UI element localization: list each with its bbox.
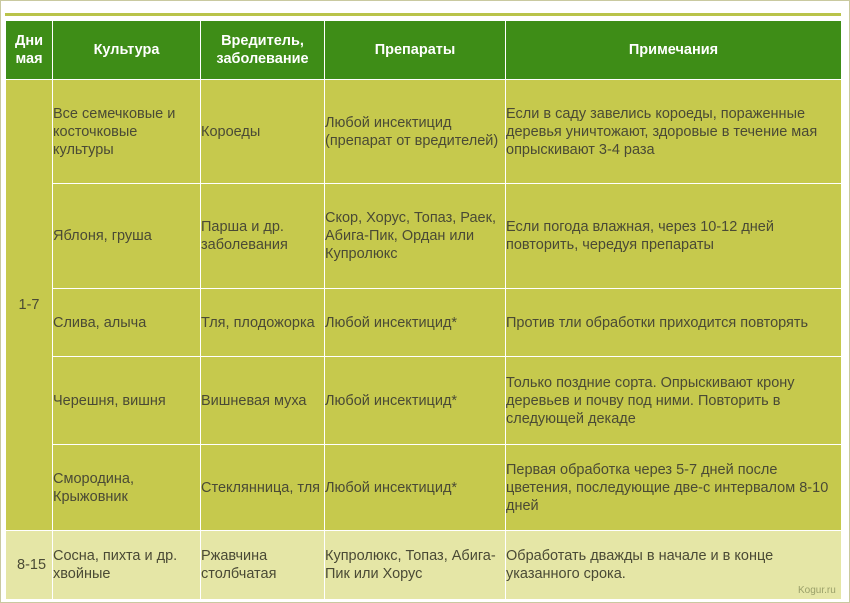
days-cell: 1-7: [6, 80, 53, 531]
culture-cell: Яблоня, груша: [53, 184, 201, 289]
header-pest: Вредитель, заболевание: [201, 21, 325, 80]
culture-cell: Черешня, вишня: [53, 357, 201, 445]
table-row: [6, 80, 842, 184]
header-row: [6, 21, 842, 80]
culture-cell: Слива, алыча: [53, 289, 201, 357]
table-row: [6, 531, 842, 600]
header-culture: Культура: [53, 21, 201, 80]
drugs-cell: Скор, Хорус, Топаз, Раек, Абига-Пик, Ордан или Купролюкс: [325, 184, 506, 289]
top-divider: [5, 13, 841, 16]
notes-cell: Если в саду завелись короеды, пораженные деревья уничтожают, здоровые в течение мая опрыскивают 3-4 раза: [506, 80, 842, 184]
table-row: [6, 289, 842, 357]
pest-cell: Стеклянница, тля: [201, 445, 325, 531]
pest-cell: Парша и др. заболевания: [201, 184, 325, 289]
table-row: [6, 184, 842, 289]
table-row: [6, 357, 842, 445]
culture-cell: Смородина, Крыжовник: [53, 445, 201, 531]
top-bar: [1, 1, 847, 19]
table-row: [6, 445, 842, 531]
header-notes: Примечания: [506, 21, 842, 80]
culture-cell: Все семечковые и косточковые культуры: [53, 80, 201, 184]
pest-cell: Короеды: [201, 80, 325, 184]
header-days: Дни мая: [6, 21, 53, 80]
notes-cell: Против тли обработки приходится повторять: [506, 289, 842, 357]
days-cell: 8-15: [6, 531, 53, 600]
drugs-cell: Любой инсектицид*: [325, 445, 506, 531]
notes-cell: Если погода влажная, через 10-12 дней повторить, чередуя препараты: [506, 184, 842, 289]
culture-cell: Сосна, пихта и др. хвойные: [53, 531, 201, 600]
drugs-cell: Купролюкс, Топаз, Абига- Пик или Хорус: [325, 531, 506, 600]
watermark: Kogur.ru: [798, 585, 836, 596]
pest-treatment-table: [5, 20, 842, 600]
notes-cell: Первая обработка через 5-7 дней после цветения, последующие две-с интервалом 8-10 дней: [506, 445, 842, 531]
notes-cell: Только поздние сорта. Опрыскивают крону деревьев и почву под ними. Повторить в следующей декаде: [506, 357, 842, 445]
pest-cell: Тля, плодожорка: [201, 289, 325, 357]
pest-cell: Вишневая муха: [201, 357, 325, 445]
drugs-cell: Любой инсектицид (препарат от вредителей): [325, 80, 506, 184]
drugs-cell: Любой инсектицид*: [325, 289, 506, 357]
pest-cell: Ржавчина столбчатая: [201, 531, 325, 600]
header-drugs: Препараты: [325, 21, 506, 80]
drugs-cell: Любой инсектицид*: [325, 357, 506, 445]
notes-cell: Обработать дважды в начале и в конце указанного срока.: [506, 531, 842, 600]
